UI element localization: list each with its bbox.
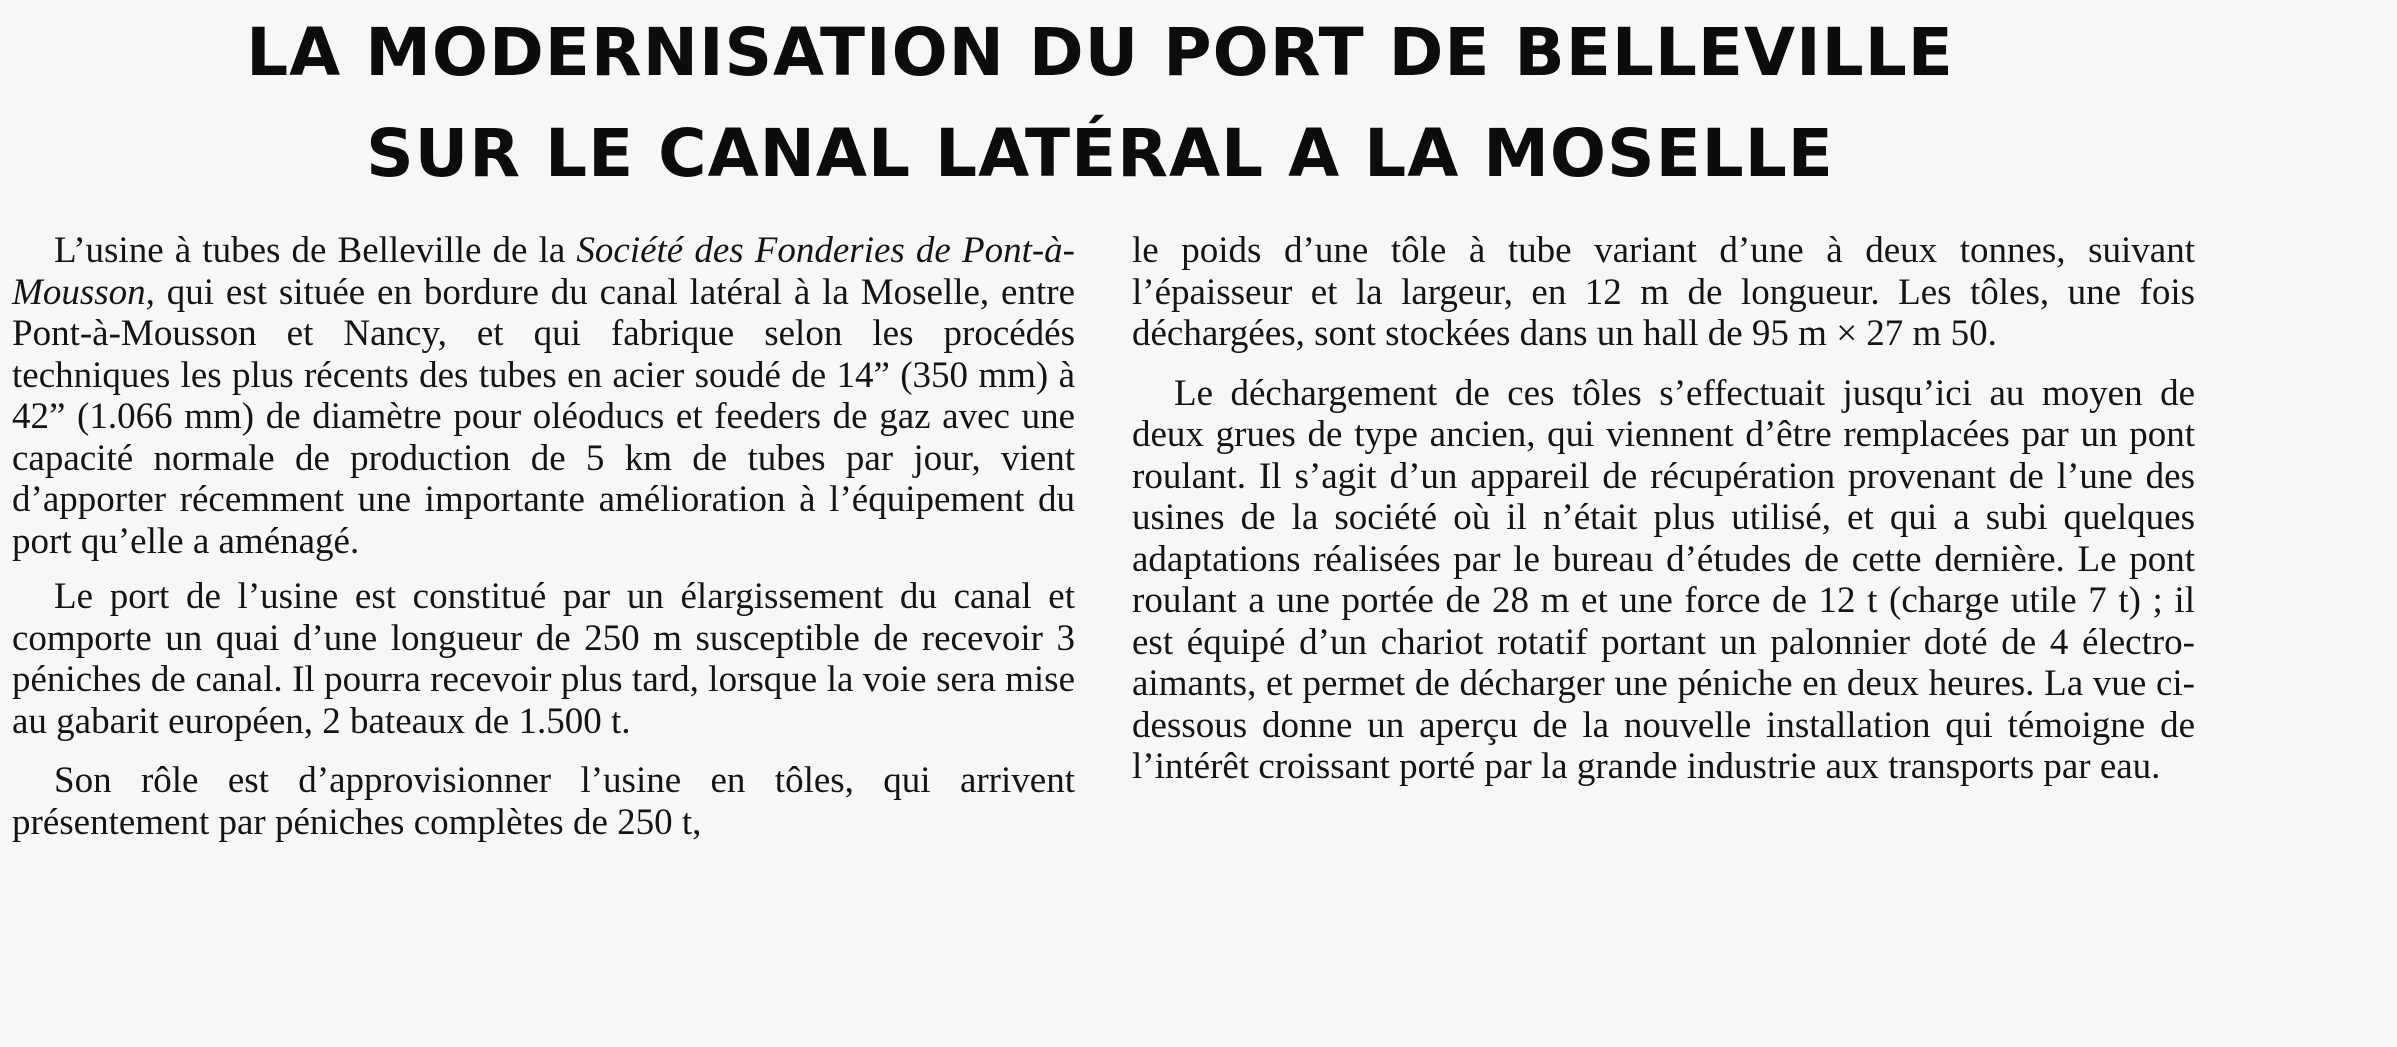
paragraph-usine-start: L’usine à tubes de Belleville de la xyxy=(54,230,577,271)
paragraph-poids: le poids d’une tôle à tube variant d’une à deux tonnes, suivant l’épaisseur et la largeur, en 12 m de longueur. Les tôles, une fois déchargées, sont stockées dans un hall de 95 m × 27 m 50. xyxy=(1132,230,2195,354)
left-column xyxy=(12,230,1075,843)
paragraph-usine-rest: qui est située en bordure du canal latéral à la Moselle, entre Pont-à-Mousson et Nancy, et qui fabrique selon les procédés techniques les plus récents des tubes en acier soudé de 14” (350 mm) à 42” (1.066 mm) de diamètre pour oléoducs et feeders de gaz avec une capacité normale de production de 5 km de tubes par jour, vient d’apporter récemment une importante amélioration à l’équipement du port qu’elle a aménagé. xyxy=(12,271,1075,562)
company-name: Société des Fonderies de Pont-à-Mousson, xyxy=(12,230,1075,313)
title-line-1: LA MODERNISATION DU PORT DE BELLEVILLE xyxy=(246,14,1954,91)
title-line-2: SUR LE CANAL LATÉRAL A LA MOSELLE xyxy=(366,115,1834,192)
article-title xyxy=(0,2,2200,204)
paragraph-role: Son rôle est d’approvisionner l’usine en tôles, qui arrivent présentement par péniches complètes de 250 t, xyxy=(12,760,1075,843)
paragraph-dechargement: Le déchargement de ces tôles s’effectuait jusqu’ici au moyen de deux grues de type ancien, qui viennent d’être remplacées par un pont roulant. Il s’agit d’un appareil de récupération provenant de l’une des usines de la société où il n’était plus utilisé, et qui a subi quelques adaptations réalisées par le bureau d’études de cette dernière. Le pont roulant a une portée de 28 m et une force de 12 t (charge utile 7 t) ; il est équipé d’un chariot rotatif portant un palonnier doté de 4 électro-aimants, et permet de décharger une péniche en deux heures. La vue ci-dessous donne un aperçu de la nouvelle installation qui témoigne de l’intérêt croissant porté par la grande industrie aux transports par eau. xyxy=(1132,372,2195,787)
right-column xyxy=(1132,230,2195,788)
paragraph-usine xyxy=(12,230,1075,562)
paragraph-port: Le port de l’usine est constitué par un élargissement du canal et comporte un quai d’une longueur de 250 m susceptible de recevoir 3 péniches de canal. Il pourra recevoir plus tard, lorsque la voie sera mise au gabarit européen, 2 bateaux de 1.500 t. xyxy=(12,576,1075,742)
